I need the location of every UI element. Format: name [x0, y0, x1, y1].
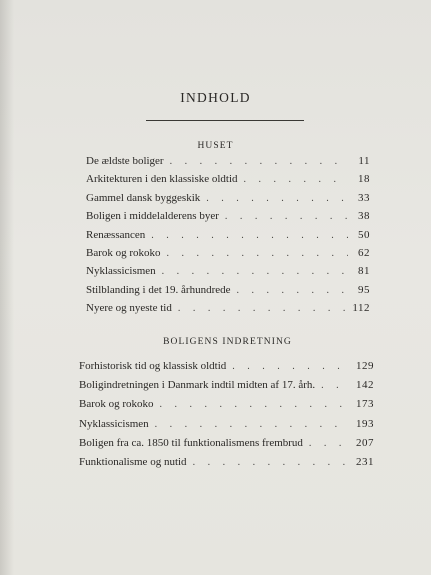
- dot-leader: [162, 266, 348, 277]
- toc-entry-page: 112: [352, 302, 370, 315]
- page-gutter-shadow: [0, 0, 14, 575]
- contents-title: INDHOLD: [180, 90, 251, 105]
- title-rule: [146, 120, 304, 121]
- toc-entry-title: Boligen fra ca. 1850 til funktionalismens frembrud: [79, 436, 303, 449]
- toc-entry-title: Barok og rokoko: [79, 398, 154, 411]
- toc-entry: [79, 456, 374, 475]
- toc-entry-page: 231: [356, 455, 374, 468]
- toc-entry-title: Forhistorisk tid og klassisk oldtid: [79, 360, 227, 372]
- dot-leader: [193, 457, 350, 468]
- toc-entry-title: Nyere og nyeste tid: [86, 302, 172, 315]
- toc-entry-page: 193: [356, 417, 374, 430]
- toc-entry-title: Nyklassicismen: [86, 265, 156, 278]
- toc-entry: [79, 437, 374, 456]
- toc-entry: [79, 398, 374, 417]
- toc-entry-title: Boligen i middelalderens byer: [86, 210, 219, 223]
- toc-entry: [86, 155, 370, 173]
- dot-leader: [244, 174, 348, 185]
- dot-leader: [232, 361, 350, 372]
- toc-entry-page: 142: [356, 379, 374, 392]
- dot-leader: [237, 285, 349, 296]
- toc-entry: [86, 173, 370, 191]
- toc-entry-title: Boligindretningen i Danmark indtil midten af 17. årh.: [79, 379, 316, 392]
- toc-entry-title: De ældste boliger: [86, 155, 164, 167]
- toc-entry-page: 207: [356, 436, 374, 449]
- toc-entry: [86, 229, 370, 247]
- toc-entry-title: Stilblanding i det 19. århundrede: [86, 283, 231, 296]
- toc-entry: [86, 247, 370, 265]
- toc-entry: [79, 360, 374, 379]
- toc-entry-title: Nyklassicismen: [79, 417, 149, 430]
- dot-leader: [160, 399, 350, 410]
- toc-list-boligens-indretning: [79, 360, 374, 475]
- toc-entry-title: Renæssancen: [86, 228, 146, 241]
- toc-entry-page: 81: [358, 265, 370, 278]
- toc-entry: [86, 265, 370, 283]
- toc-entry-page: 50: [358, 228, 370, 241]
- toc-entry-page: 11: [358, 155, 370, 167]
- dot-leader: [321, 380, 350, 391]
- dot-leader: [155, 419, 350, 430]
- dot-leader: [151, 230, 348, 241]
- toc-entry-title: Gammel dansk byggeskik: [86, 191, 201, 204]
- toc-entry: [86, 302, 370, 320]
- toc-entry-page: 95: [358, 283, 370, 296]
- toc-entry-page: 38: [358, 210, 370, 223]
- toc-entry-page: 62: [358, 246, 370, 259]
- toc-entry: [79, 379, 374, 398]
- toc-entry-page: 173: [356, 398, 374, 411]
- toc-entry: [86, 210, 370, 228]
- toc-entry: [86, 284, 370, 302]
- toc-entry-title: Barok og rokoko: [86, 246, 161, 259]
- toc-list-huset: [86, 155, 370, 321]
- section-heading-huset: HUSET: [197, 141, 234, 151]
- dot-leader: [309, 438, 350, 449]
- toc-entry: [79, 418, 374, 437]
- section-heading-boligens-indretning: BOLIGENS INDRETNING: [163, 337, 292, 347]
- dot-leader: [178, 303, 347, 314]
- dot-leader: [167, 248, 348, 259]
- toc-entry-title: Funktionalisme og nutid: [79, 455, 187, 468]
- toc-entry: [86, 192, 370, 210]
- toc-entry-page: 33: [358, 191, 370, 204]
- dot-leader: [225, 211, 348, 222]
- toc-entry-title: Arkitekturen i den klassiske oldtid: [86, 173, 238, 186]
- toc-entry-page: 18: [358, 173, 370, 186]
- dot-leader: [170, 156, 348, 167]
- toc-entry-page: 129: [356, 360, 374, 372]
- dot-leader: [206, 193, 348, 204]
